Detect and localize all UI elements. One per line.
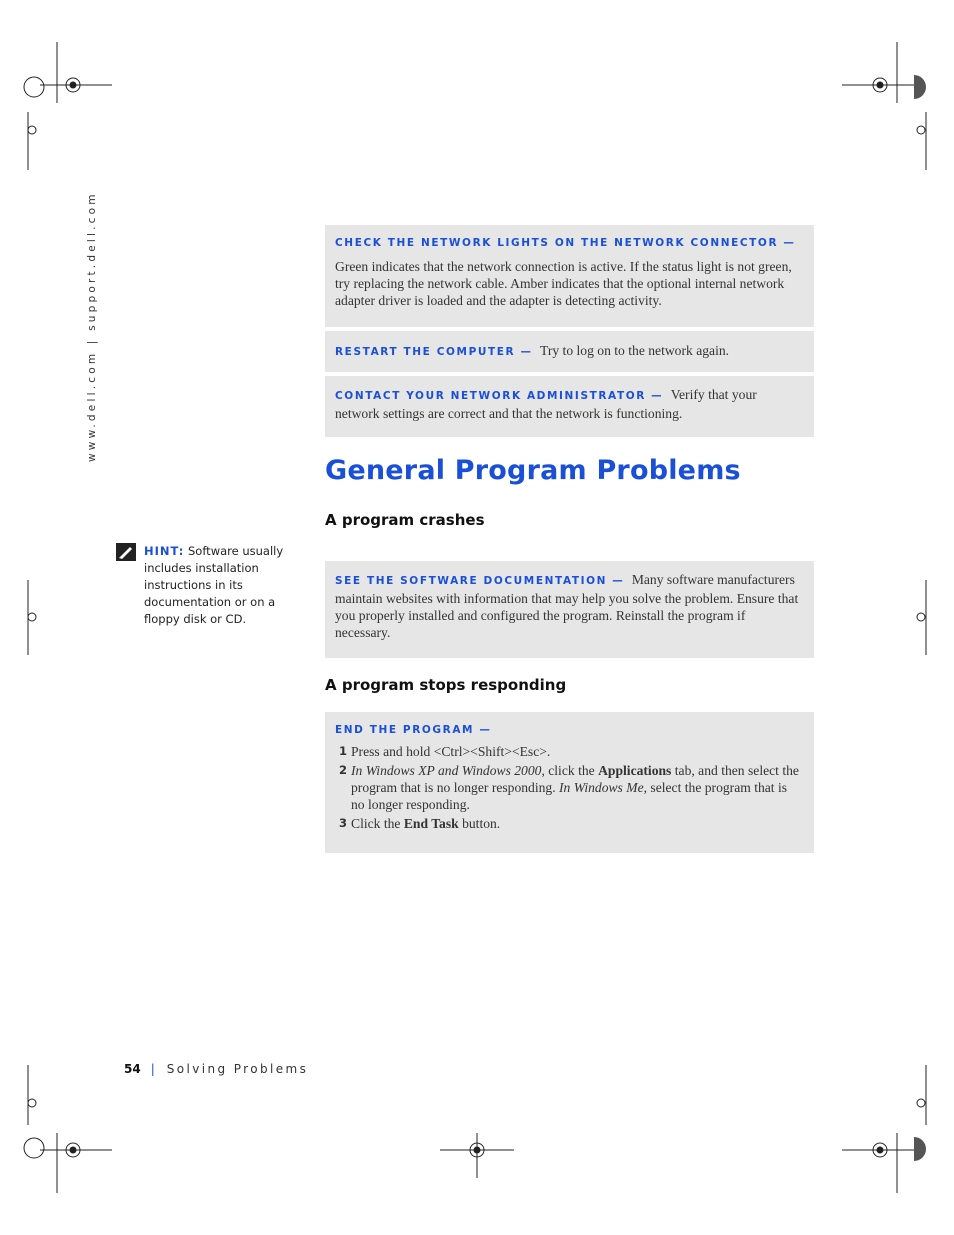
step-applications-tab: Applications (598, 763, 672, 778)
tip-text: Green indicates that the network connection is active. If the status light is not green, try replacing the network cable. Amber indicates that the optional internal network adapter driver is loaded and the adapter is detecting activity. (335, 259, 792, 308)
tip-software-docs (325, 561, 814, 658)
tip-text: Verify that your network settings are correct and that the network is functioning. (335, 387, 757, 421)
tip-contact-admin (325, 376, 814, 437)
hint-text: Software usually includes installation instructions in its documentation or on a floppy disk or CD. (144, 544, 284, 626)
step-text: , select the program that is no longer responding. (351, 780, 788, 812)
tip-end-program (325, 712, 814, 853)
tip-restart (325, 331, 814, 372)
step-list (335, 743, 804, 832)
step-3 (335, 815, 804, 832)
footer-separator: | (150, 1062, 155, 1076)
step-1 (335, 743, 804, 760)
step-number: 2 (339, 763, 348, 777)
footer-section: Solving Problems (166, 1062, 309, 1076)
heading-program-crashes: A program crashes (325, 511, 485, 529)
step-text: tab, and then select the program that is no longer responding. (351, 763, 799, 795)
step-os-xp-2000: In Windows XP and Windows 2000 (351, 763, 542, 778)
step-2 (335, 762, 804, 813)
sidebar-url: www.dell.com | support.dell.com (86, 191, 98, 462)
tip-text: Many software manufacturers maintain websites with information that may help you solve the problem. Ensure that you properly installed and configured the program. Reinstall the program if necessary. (335, 572, 799, 640)
hint-note (116, 543, 296, 628)
step-end-task-button: End Task (403, 816, 459, 831)
tip-lead: CHECK THE NETWORK LIGHTS ON THE NETWORK CONNECTOR — (335, 237, 796, 249)
page-footer (124, 1062, 308, 1076)
page-title: General Program Problems (325, 455, 741, 486)
step-text: , click the (541, 763, 599, 778)
tip-lead: END THE PROGRAM — (335, 724, 492, 736)
pencil-note-icon (116, 543, 136, 561)
tip-lead: CONTACT YOUR NETWORK ADMINISTRATOR — (335, 390, 664, 402)
heading-program-stops: A program stops responding (325, 676, 567, 694)
tip-lead: RESTART THE COMPUTER — (335, 346, 533, 358)
step-text: button. (458, 816, 501, 831)
step-number: 3 (339, 816, 348, 830)
hint-label: HINT: (144, 544, 185, 558)
page-number: 54 (124, 1062, 141, 1076)
step-text: Press and hold <Ctrl><Shift><Esc>. (351, 744, 551, 759)
step-text: Click the (351, 816, 404, 831)
step-number: 1 (339, 744, 348, 758)
step-os-me: In Windows Me (559, 780, 644, 795)
tip-text: Try to log on to the network again. (540, 343, 730, 358)
tip-check-lights (325, 225, 814, 327)
tip-lead: SEE THE SOFTWARE DOCUMENTATION — (335, 575, 625, 587)
